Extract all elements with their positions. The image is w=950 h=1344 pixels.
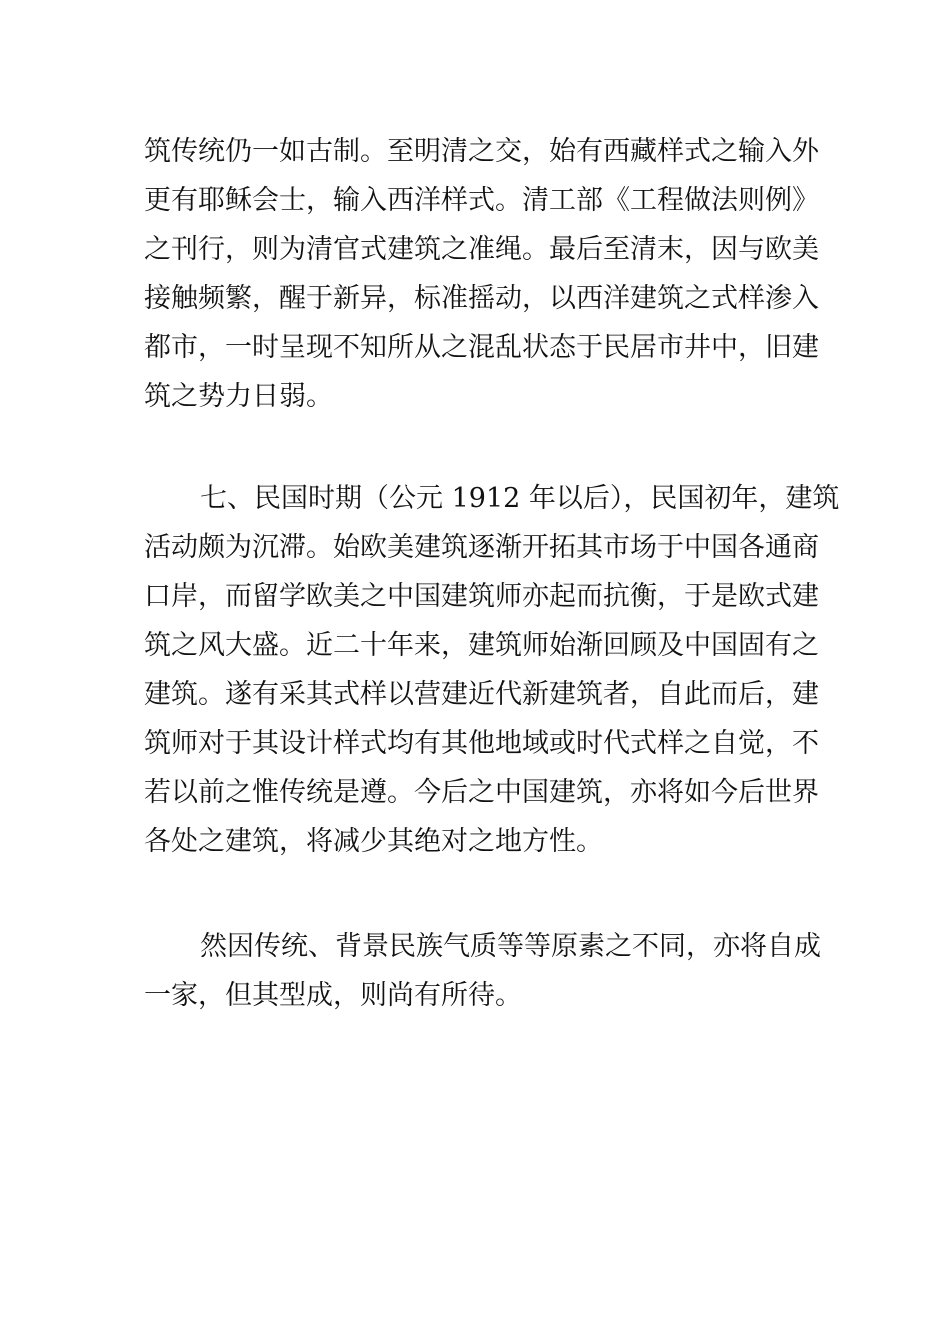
paragraph-qing-dynasty <box>144 127 819 421</box>
text-line: 接触频繁，醒于新异，标准摇动，以西洋建筑之式样渗入 <box>144 283 819 314</box>
text-line: 然因传统、背景民族气质等等原素之不同，亦将自成 <box>200 931 821 962</box>
text-line: 都市，一时呈现不知所从之混乱状态于民居市井中，旧建 <box>144 332 819 363</box>
text-line: 一家，但其型成，则尚有所待。 <box>144 980 522 1011</box>
text-line: 建筑。遂有采其式样以营建近代新建筑者，自此而后，建 <box>144 679 819 710</box>
text-line: 更有耶稣会士，输入西洋样式。清工部《工程做法则例》 <box>144 185 819 216</box>
text-line: 之刊行，则为清官式建筑之准绳。最后至清末，因与欧美 <box>144 234 819 265</box>
text-line: 各处之建筑，将减少其绝对之地方性。 <box>144 826 603 857</box>
text-line: 筑之势力日弱。 <box>144 381 333 412</box>
text-line: 筑师对于其设计样式均有其他地域或时代式样之自觉，不 <box>144 728 819 759</box>
text-line: 口岸，而留学欧美之中国建筑师亦起而抗衡，于是欧式建 <box>144 581 819 612</box>
paragraph-conclusion <box>144 922 821 1020</box>
paragraph-republic-period <box>144 474 840 866</box>
text-line: 活动颇为沉滞。始欧美建筑逐渐开拓其市场于中国各通商 <box>144 532 819 563</box>
text-line: 若以前之惟传统是遵。今后之中国建筑，亦将如今后世界 <box>144 777 819 808</box>
text-line: 筑传统仍一如古制。至明清之交，始有西藏样式之输入外 <box>144 136 819 167</box>
text-line: 筑之风大盛。近二十年来，建筑师始渐回顾及中国固有之 <box>144 630 819 661</box>
text-line: 七、民国时期（公元 1912 年以后），民国初年，建筑 <box>200 483 840 514</box>
